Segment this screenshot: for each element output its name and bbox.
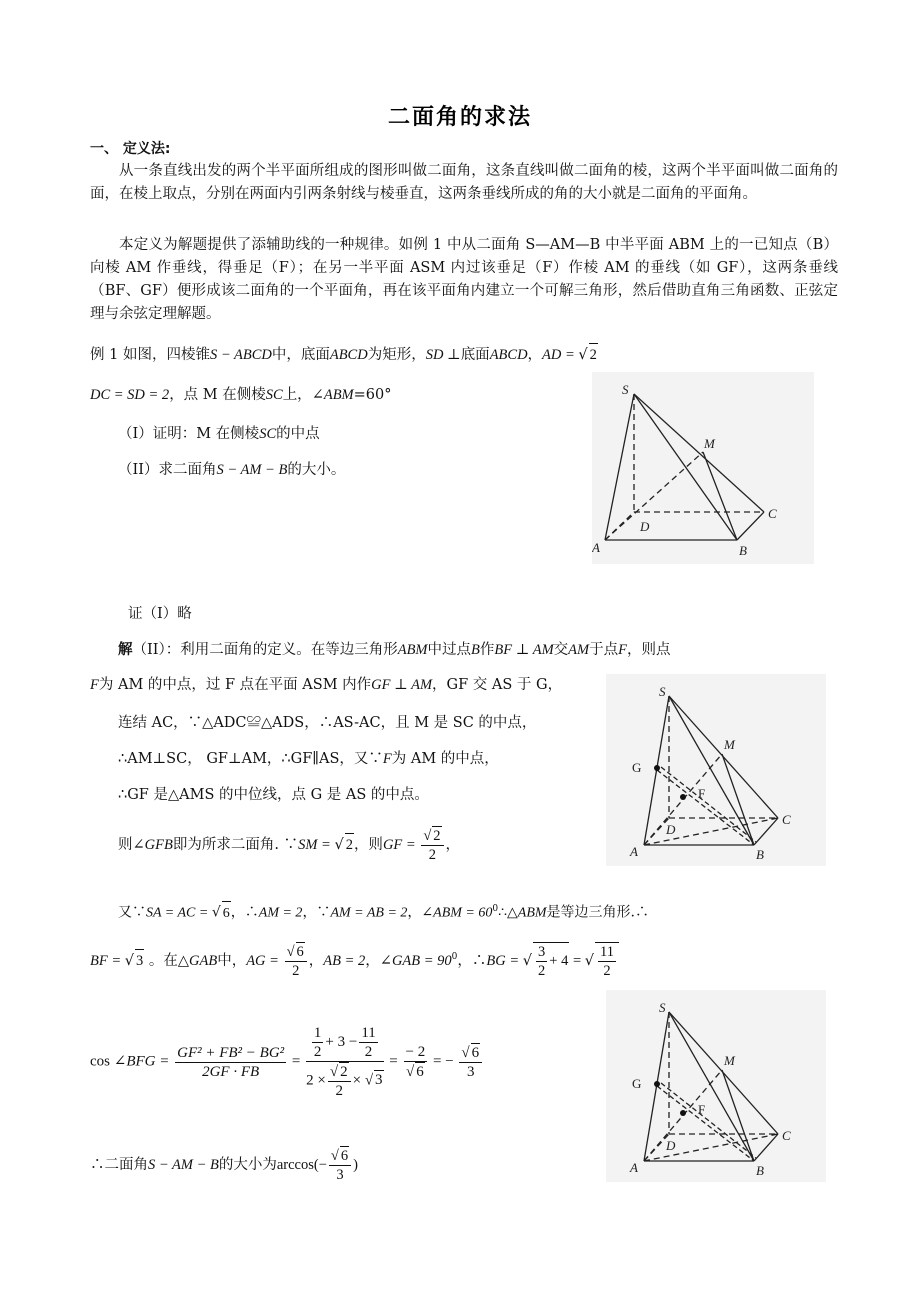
text: 中，底面: [271, 347, 330, 363]
math: ABM: [517, 905, 547, 921]
label-s: S: [659, 1000, 666, 1015]
math: ∠GFB: [132, 837, 173, 853]
text: 则: [118, 837, 133, 853]
text: =: [389, 1053, 398, 1070]
pyramid-figure-3: [606, 990, 826, 1182]
numerator: 2: [433, 828, 441, 844]
solution-line-7: [118, 898, 649, 925]
text: 中，: [217, 953, 247, 969]
math: AB = 2: [323, 953, 366, 969]
text: =: [291, 1053, 301, 1070]
label-c: C: [782, 1128, 791, 1143]
math: AM: [568, 642, 590, 658]
text: ∴二面角: [90, 1157, 148, 1173]
fraction: [328, 1062, 351, 1100]
example-label: 例 1: [90, 347, 119, 363]
numerator: [306, 1024, 383, 1062]
math: arccos(−: [276, 1157, 327, 1173]
math: 2: [589, 343, 598, 367]
math: BF ⊥ AM: [494, 642, 554, 658]
example-line-1: [90, 343, 598, 367]
math: ∠ABM: [311, 387, 354, 403]
numerator: 1: [313, 1025, 322, 1041]
denominator: 2: [292, 963, 300, 979]
section-heading: 一、 定义法:: [90, 141, 171, 157]
denominator: 3: [467, 1064, 475, 1080]
fraction: [536, 943, 547, 980]
solution-line-4: [118, 748, 499, 771]
math: SC: [265, 387, 283, 403]
text: 底面: [460, 347, 490, 363]
text: ，点 M 在侧棱: [169, 387, 266, 403]
point-f: [680, 1110, 686, 1116]
text: 又∵: [118, 904, 146, 921]
sqrt-icon: √: [364, 1072, 374, 1089]
math: AM = 2: [258, 905, 303, 921]
denominator: 2: [603, 963, 611, 980]
text: + 4: [549, 953, 569, 969]
proof-1: 证（I）略: [128, 606, 192, 622]
denominator: [404, 1062, 428, 1081]
fraction: [598, 943, 616, 980]
fraction: [329, 1146, 351, 1184]
math: GF =: [382, 837, 420, 853]
label-a: A: [592, 540, 600, 555]
pyramid-figure-1: [592, 372, 814, 564]
sqrt-content: [595, 942, 619, 980]
numerator: 6: [296, 944, 304, 960]
math: 6: [222, 901, 231, 925]
solution-line-5: ∴GF 是△AMS 的中位线，点 G 是 AS 的中点。: [118, 787, 429, 803]
solution-line-2: [90, 674, 562, 697]
text: ，GF 交 AS 于 G，: [432, 677, 563, 693]
solution-line-3: 连结 AC，∵△ADC≌△ADS，∴AS-AC，且 M 是 SC 的中点，: [118, 715, 537, 731]
text: + 3 −: [325, 1033, 358, 1050]
math: S − AM − B: [148, 1157, 219, 1173]
sqrt-icon: √: [334, 837, 344, 853]
label-d: D: [666, 1138, 676, 1153]
text: 6: [416, 1064, 424, 1080]
text: ∴△: [498, 904, 518, 921]
denominator: 2: [313, 1044, 322, 1060]
sqrt-icon: √: [423, 828, 432, 844]
text: ，: [527, 347, 543, 363]
denominator: 2GF · FB: [202, 1063, 260, 1080]
text: ，∴: [230, 904, 259, 921]
text: =60°: [353, 387, 392, 403]
label-m: M: [724, 737, 735, 752]
text: 为 AM 的中点，过 F 点在平面 ASM 内作: [98, 677, 372, 693]
final-answer: [90, 1146, 358, 1184]
text: ∴AM⊥SC， GF⊥AM，∴GF∥AS，又∵: [118, 751, 383, 767]
text: ×: [352, 1072, 365, 1089]
text: ，: [365, 953, 380, 969]
fraction: [459, 1043, 482, 1081]
numerator: 6: [471, 1045, 480, 1061]
denominator: 2: [428, 847, 437, 863]
label-f: F: [698, 1102, 706, 1117]
math: ∠BFG =: [113, 1053, 174, 1070]
text: 的大小为: [218, 1157, 277, 1173]
text: 解: [118, 641, 133, 658]
text: ，: [445, 837, 461, 853]
pyramid-figure-2: [606, 674, 826, 866]
denominator: 2: [538, 963, 546, 980]
solution-line-6: [118, 826, 460, 864]
numerator: − 2: [405, 1044, 426, 1060]
text: =: [569, 953, 585, 969]
label-s: S: [622, 382, 629, 397]
label-a: A: [630, 1160, 638, 1175]
fraction: [359, 1024, 377, 1061]
question-2: [118, 459, 345, 482]
sqrt-icon: √: [406, 1064, 415, 1080]
text: ，: [407, 904, 422, 921]
math: ∠ABM = 60: [421, 905, 493, 921]
sqrt-icon: √: [330, 1148, 339, 1164]
math: ∠GAB = 90: [379, 953, 452, 969]
text: 的中点: [276, 426, 320, 442]
sqrt-icon: √: [211, 904, 221, 921]
label-c: C: [768, 506, 777, 521]
text: 于点: [589, 642, 619, 658]
math: DC = SD = 2: [90, 387, 170, 403]
math: AM = AB = 2: [330, 905, 408, 921]
example-line-2: [90, 384, 392, 407]
math: SM =: [298, 837, 335, 853]
fraction: [404, 1043, 428, 1081]
point-f: [680, 794, 686, 800]
math: 2: [345, 833, 354, 857]
label-d: D: [666, 822, 676, 837]
numerator: 2: [340, 1064, 348, 1080]
math: F: [618, 642, 627, 658]
fraction: [421, 826, 443, 864]
numerator: 11: [600, 944, 614, 961]
label-b: B: [739, 543, 747, 558]
text: 即为所求二面角. ∵: [172, 837, 299, 853]
math: GAB: [189, 953, 218, 969]
label-s: S: [659, 684, 666, 699]
text: 2 ×: [306, 1072, 326, 1089]
fraction: [285, 942, 307, 980]
math: GF ⊥ AM: [371, 677, 433, 693]
sqrt-icon: √: [584, 953, 595, 969]
text: （II）：利用二面角的定义。在等边三角形: [132, 642, 398, 658]
text: 为 AM 的中点，: [391, 751, 499, 767]
text: 如图，四棱锥: [122, 347, 210, 363]
text: 为矩形，: [367, 347, 426, 363]
numerator: 3: [538, 944, 546, 961]
fraction: [312, 1024, 324, 1061]
sqrt-content: [533, 942, 569, 980]
label-d: D: [640, 519, 650, 534]
math: 3: [135, 949, 144, 973]
denominator: 2: [364, 1044, 373, 1060]
math: ABCD: [329, 347, 368, 363]
question-1: [118, 423, 320, 446]
text: 的大小。: [287, 462, 346, 478]
math: ): [353, 1157, 358, 1173]
math: AG =: [246, 953, 283, 969]
text: （I）证明：M 在侧棱: [118, 426, 260, 442]
sqrt-icon: √: [461, 1045, 470, 1061]
point-g: [654, 765, 660, 771]
text: 是等边三角形.∴: [546, 904, 649, 921]
text: = −: [432, 1053, 454, 1070]
text: ，: [308, 953, 324, 969]
text: 。在△: [148, 953, 190, 969]
sqrt-icon: √: [329, 1064, 339, 1080]
math: SD ⊥: [425, 347, 461, 363]
text: ，则: [353, 837, 383, 853]
math: F: [382, 751, 392, 767]
cosine-formula: [90, 1024, 484, 1100]
superscript: 0: [451, 952, 458, 963]
math: B: [471, 642, 480, 658]
math: BG =: [486, 953, 523, 969]
method-paragraph: 本定义为解题提供了添辅助线的一种规律。如例 1 中从二面角 S—AM—B 中半平面 ABM 上的一已知点（B）向棱 AM 作垂线，得垂足（F）；在另一半平面 ASM 内过该垂足（F）作棱 AM 的垂线（如 GF），这两条垂线（BF、GF）便形成该二面角的一个平面角，再在该平面角内建立一个可解三角形，然后借助直角三角函数、正弦定理与余弦定理解题。: [90, 237, 838, 322]
math: ABCD: [489, 347, 528, 363]
math: ABM: [397, 642, 428, 658]
sqrt-icon: √: [522, 953, 533, 969]
definition-paragraph: 从一条直线出发的两个半平面所组成的图形叫做二面角，这条直线叫做二面角的棱，这两个半平面叫做二面角的面，在棱上取点，分别在两面内引两条射线与棱垂直，这两条垂线所成的角的大小就是二面角的平面角。: [90, 163, 838, 202]
label-b: B: [756, 847, 764, 862]
text: （II）求二面角: [118, 462, 217, 478]
denominator: [306, 1062, 383, 1100]
numerator: GF² + FB² − BG²: [177, 1044, 285, 1061]
text: 作: [479, 642, 495, 658]
solution-line-8: [90, 942, 619, 980]
text: 交: [553, 642, 569, 658]
label-m: M: [724, 1053, 735, 1068]
math: F: [90, 677, 99, 693]
label-m: M: [704, 436, 715, 451]
label-a: A: [630, 844, 638, 859]
point-g: [654, 1081, 660, 1087]
text: ，∴: [457, 953, 487, 969]
text: cos: [90, 1053, 110, 1070]
fraction: [175, 1044, 286, 1081]
label-g: G: [632, 760, 642, 775]
math: SC: [259, 426, 277, 442]
superscript: 0: [492, 904, 499, 914]
page-title: 二面角的求法: [387, 105, 532, 130]
text: 中过点: [427, 642, 472, 658]
sqrt-icon: √: [124, 953, 134, 969]
label-c: C: [782, 812, 791, 827]
denominator: 2: [335, 1083, 343, 1099]
text: ，则点: [626, 642, 671, 658]
numerator: 11: [361, 1025, 376, 1041]
sqrt-icon: √: [578, 347, 588, 363]
label-g: G: [632, 1076, 642, 1091]
fraction: [306, 1024, 383, 1100]
numerator: 6: [340, 1148, 349, 1164]
math: S − AM − B: [216, 462, 288, 478]
text: 上，: [282, 387, 312, 403]
math: BF =: [90, 953, 125, 969]
text: ，∵: [302, 904, 331, 921]
math: AD =: [542, 347, 579, 363]
math: S − ABCD: [209, 347, 272, 363]
label-b: B: [756, 1163, 764, 1178]
denominator: 3: [336, 1167, 344, 1183]
solution-line-1: [118, 638, 670, 662]
label-f: F: [698, 786, 706, 801]
text: 3: [375, 1072, 383, 1089]
sqrt-icon: √: [286, 944, 295, 960]
math: SA = AC =: [146, 905, 212, 921]
